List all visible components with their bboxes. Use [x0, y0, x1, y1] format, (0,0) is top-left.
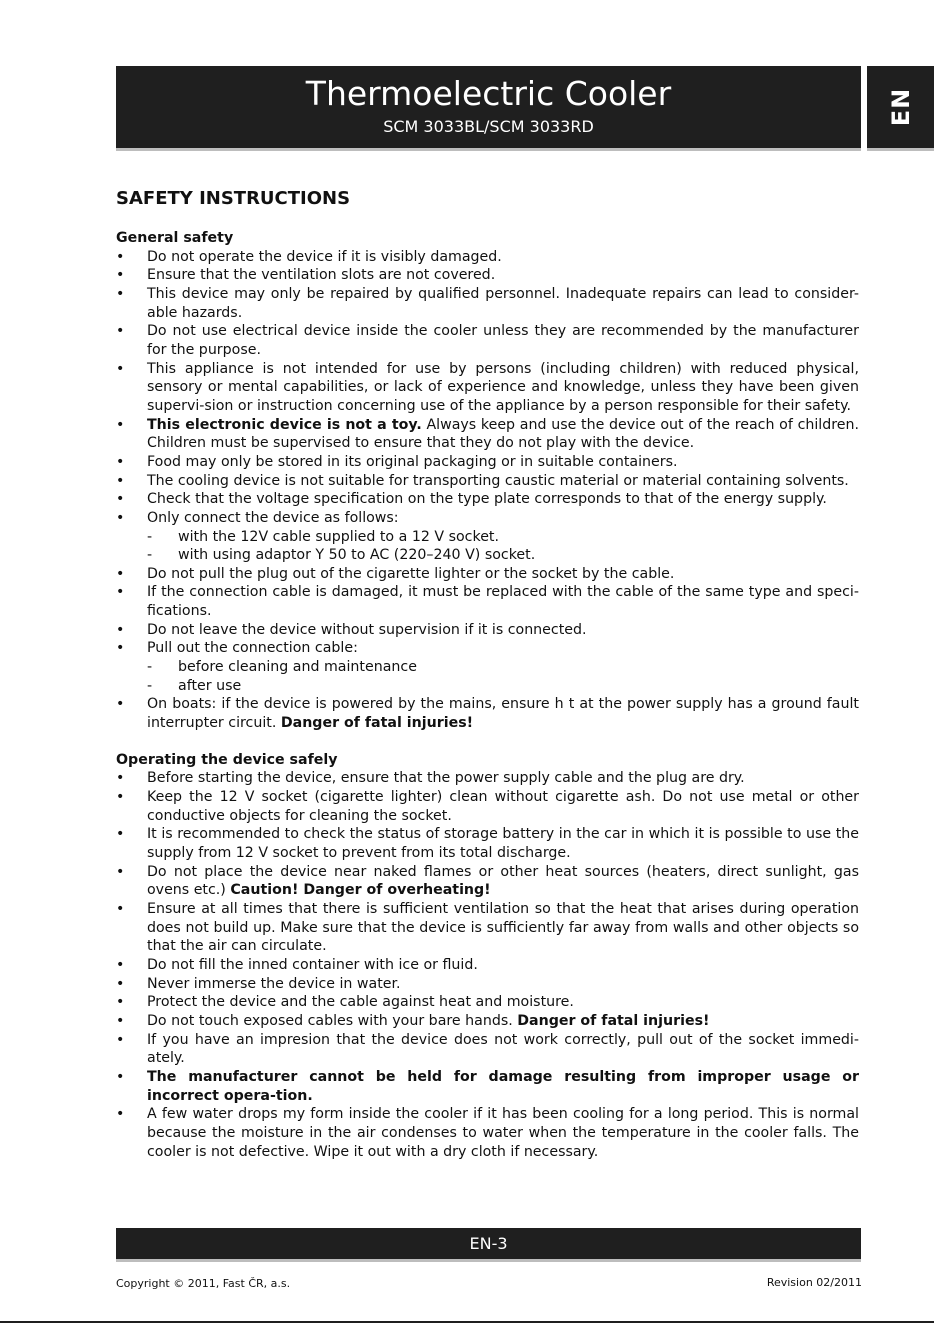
header-bar	[116, 66, 861, 148]
list-item: • If the connection cable is damaged, it must be replaced with the cable of the same type and speci-fications.	[116, 584, 859, 620]
subheading-operating-safely: Operating the device safely	[116, 751, 338, 768]
list-item: • Never immerse the device in water.	[116, 975, 401, 992]
bottom-divider	[0, 1321, 934, 1323]
list-item: • Pull out the connection cable: - before cleaning and maintenance - after use	[116, 639, 859, 695]
connect-options-list	[147, 528, 859, 565]
operating-safety-list	[116, 769, 859, 1161]
list-item: • Protect the device and the cable against heat and moisture.	[116, 994, 574, 1011]
sub-list-item: - with the 12V cable supplied to a 12 V socket.	[147, 528, 499, 545]
bullet-icon: •	[116, 565, 125, 582]
bullet-icon: •	[116, 1106, 125, 1123]
dash-icon: -	[147, 659, 153, 676]
bullet-icon: •	[116, 826, 125, 843]
list-item: • Do not pull the plug out of the cigarette lighter or the socket by the cable.	[116, 565, 675, 582]
language-tab-label: EN	[886, 87, 915, 127]
page-content	[116, 186, 859, 1161]
bullet-icon: •	[116, 360, 125, 377]
list-item: • Ensure at all times that there is sufficient ventilation so that the heat that arises during operation does not build up. Make sure that the device is sufficiently far away from walls and other objects so that the air can circulate.	[116, 900, 859, 955]
bullet-icon: •	[116, 900, 125, 917]
bullet-icon: •	[116, 285, 125, 302]
sub-list-item: - after use	[147, 677, 242, 694]
list-item: • Check that the voltage specification on the type plate corresponds to that of the energy supply.	[116, 491, 827, 508]
dash-icon: -	[147, 528, 153, 545]
bullet-icon: •	[116, 621, 125, 638]
bullet-icon: •	[116, 863, 125, 880]
page-number: EN-3	[469, 1234, 508, 1253]
list-item: • This appliance is not intended for use by persons (including children) with reduced physical, sensory or mental capabilities, or lack of experience and knowledge, unless they have been given supervi-sion or instruction concerning use of the appliance by a person responsible for their safety.	[116, 360, 859, 414]
bullet-icon: •	[116, 1031, 125, 1048]
list-item: • A few water drops my form inside the cooler if it has been cooling for a long period. This is normal because the moisture in the air condenses to water when the temperature in the cooler falls. The cooler is not defective. Wipe it out with a dry cloth if necessary.	[116, 1106, 859, 1160]
list-item: • Only connect the device as follows: - with the 12V cable supplied to a 12 V socket. - with using adaptor Y 50 to AC (220–240 V) socket.	[116, 509, 859, 565]
bullet-icon: •	[116, 770, 125, 787]
bullet-icon: •	[116, 267, 125, 284]
subheading-general-safety: General safety	[116, 230, 234, 246]
list-item: • Do not place the device near naked flames or other heat sources (heaters, direct sunlight, gas ovens etc.) Caution! Danger of overheating!	[116, 863, 859, 899]
bullet-icon: •	[116, 453, 125, 470]
section-title: SAFETY INSTRUCTIONS	[116, 188, 351, 209]
list-item: • The cooling device is not suitable for transporting caustic material or material containing solvents.	[116, 472, 849, 489]
sub-list-item: - before cleaning and maintenance	[147, 659, 417, 676]
list-item: • Do not touch exposed cables with your bare hands. Danger of fatal injuries!	[116, 1012, 710, 1029]
page-number-bar	[116, 1228, 861, 1259]
bullet-icon: •	[116, 248, 125, 265]
bullet-icon: •	[116, 789, 125, 806]
bullet-icon: •	[116, 509, 125, 526]
list-item: • Do not use electrical device inside the cooler unless they are recommended by the manufacturer for the purpose.	[116, 323, 859, 358]
list-item: • Ensure that the ventilation slots are not covered.	[116, 267, 496, 284]
pull-out-list	[147, 658, 859, 695]
bullet-icon: •	[116, 640, 125, 657]
list-item: • If you have an impresion that the device does not work correctly, pull out of the socket immedi-ately.	[116, 1031, 859, 1067]
general-safety-list	[116, 248, 859, 733]
list-item: • This device may only be repaired by qualified personnel. Inadequate repairs can lead to consider-able hazards.	[116, 285, 859, 321]
list-item: • Do not leave the device without supervision if it is connected.	[116, 621, 587, 638]
sub-list-item: - with using adaptor Y 50 to AC (220–240 V) socket.	[147, 547, 536, 564]
list-item: • Do not fill the inned container with ice or fluid.	[116, 956, 478, 973]
document-title: Thermoelectric Cooler	[305, 74, 672, 113]
bullet-icon: •	[116, 323, 125, 340]
list-item: • Do not operate the device if it is visibly damaged.	[116, 248, 502, 265]
bullet-icon: •	[116, 975, 125, 992]
list-item: • The manufacturer cannot be held for damage resulting from improper usage or incorrect opera-tion.	[116, 1068, 859, 1104]
bullet-icon: •	[116, 994, 125, 1011]
bullet-icon: •	[116, 1012, 125, 1029]
bullet-icon: •	[116, 584, 125, 601]
language-tab	[867, 66, 934, 148]
list-item: • Before starting the device, ensure that the power supply cable and the plug are dry.	[116, 770, 745, 787]
bullet-icon: •	[116, 416, 125, 433]
list-item: • Keep the 12 V socket (cigarette lighter) clean without cigarette ash. Do not use metal or other conductive objects for cleaning the socket.	[116, 789, 859, 824]
bullet-icon: •	[116, 472, 125, 489]
bullet-icon: •	[116, 696, 125, 713]
model-number: SCM 3033BL/SCM 3033RD	[383, 117, 594, 136]
list-item: • Food may only be stored in its original packaging or in suitable containers.	[116, 453, 678, 470]
list-item: • On boats: if the device is powered by the mains, ensure h t at the power supply has a ground fault interrupter circuit. Danger of fatal injuries!	[116, 696, 859, 732]
bullet-icon: •	[116, 956, 125, 973]
copyright-notice: Copyright © 2011, Fast ČR, a.s.	[116, 1277, 291, 1290]
bullet-icon: •	[116, 491, 125, 508]
dash-icon: -	[147, 547, 153, 564]
revision-label: Revision 02/2011	[766, 1276, 862, 1289]
dash-icon: -	[147, 677, 153, 694]
bullet-icon: •	[116, 1068, 125, 1085]
list-item: • It is recommended to check the status of storage battery in the car in which it is possible to use the supply from 12 V socket to prevent from its total discharge.	[116, 826, 859, 861]
list-item: • This electronic device is not a toy. Always keep and use the device out of the reach of children. Children must be supervised to ensure that they do not play with the device.	[116, 416, 860, 452]
